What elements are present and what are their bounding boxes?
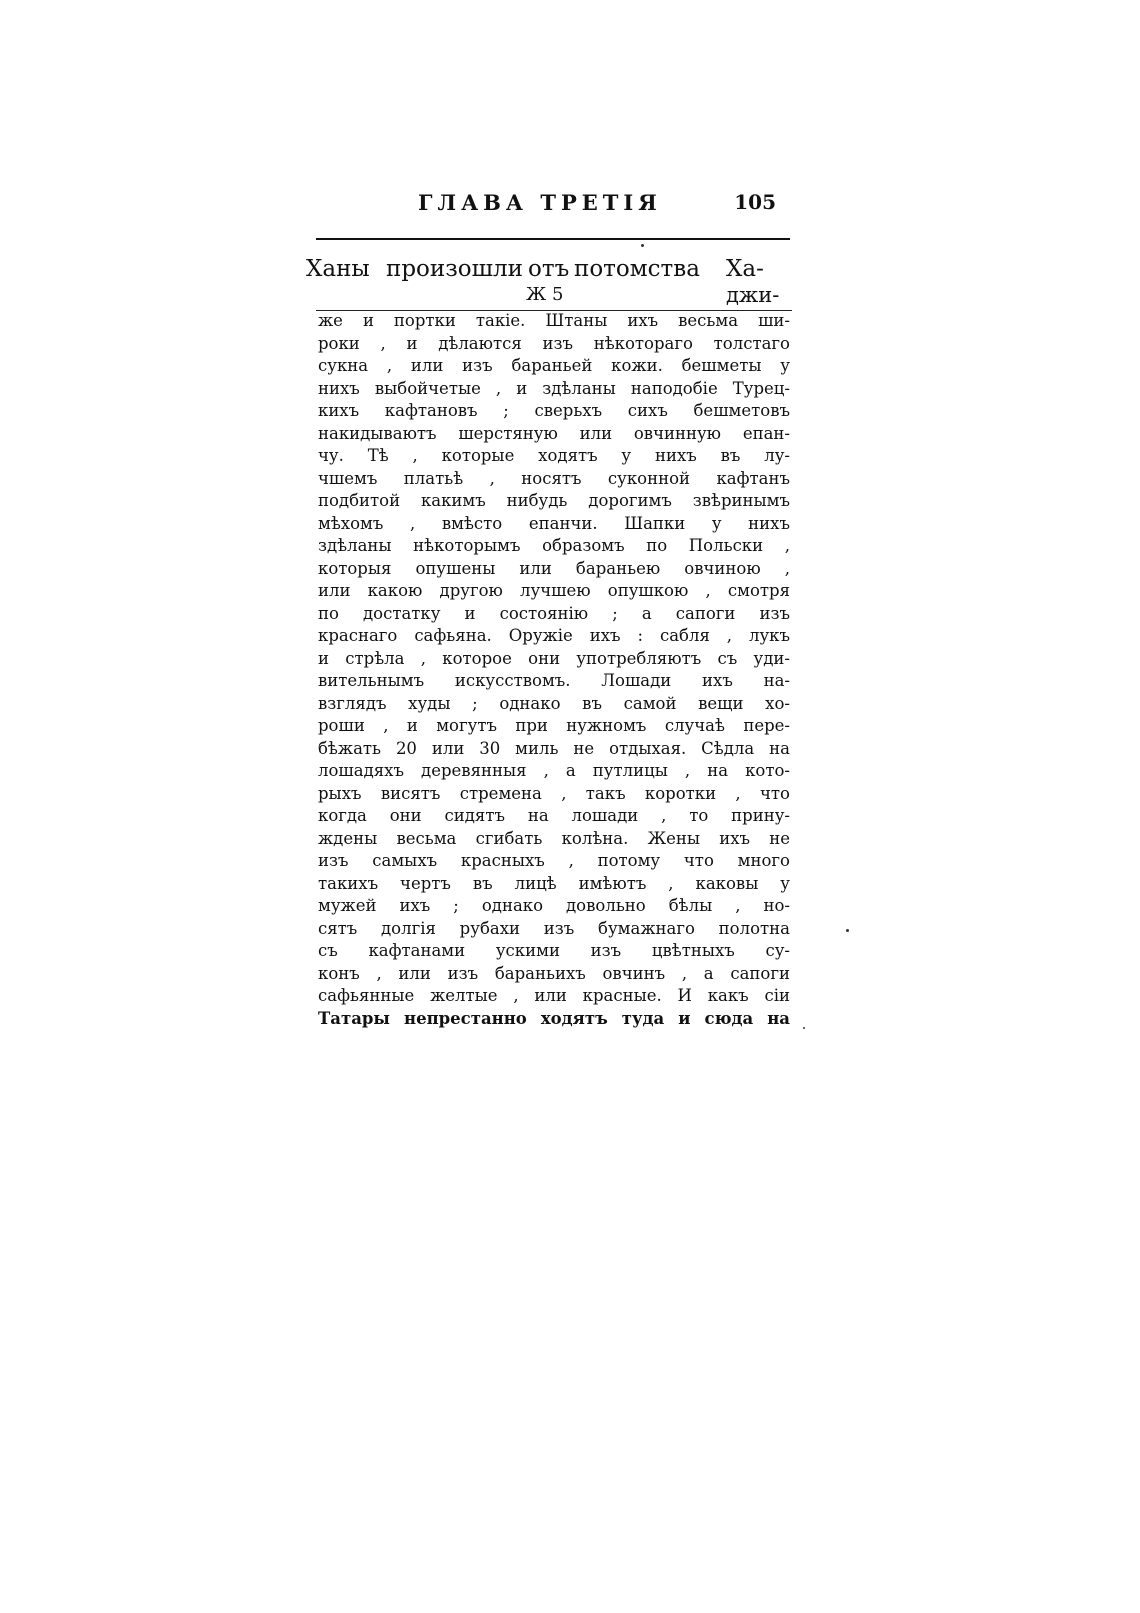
header-rule <box>316 238 790 240</box>
text-line: ждены весьма сгибать колѣна. Жены ихъ не <box>318 828 790 848</box>
text-line: роши , и могутъ при нужномъ случаѣ пере- <box>318 716 790 735</box>
text-line: взглядъ худы ; однако въ самой вещи хо- <box>318 693 790 713</box>
text-line: такихъ чертъ въ лицѣ имѣютъ , каковы у <box>318 873 790 893</box>
text-line: накидываютъ шерстяную или овчинную епан- <box>318 423 790 443</box>
body-text <box>318 310 790 1030</box>
text-line: краснаго сафьяна. Оружіе ихъ : сабля , лукъ <box>318 626 790 645</box>
text-line: мужей ихъ ; однако довольно бѣлы , но- <box>318 896 790 915</box>
text-line: чу. Тѣ , которые ходятъ у нихъ въ лу- <box>318 446 790 465</box>
text-line: роки , и дѣлаются изъ нѣкотораго толстаго <box>318 333 790 353</box>
chapter-title: ГЛАВА ТРЕТІЯ <box>418 190 662 215</box>
catchline-word: отъ <box>528 256 570 282</box>
catchline-word: Ханы <box>306 256 370 282</box>
text-line: или какою другою лучшею опушкою , смотря <box>318 581 790 600</box>
text-line: подбитой какимъ нибудь дорогимъ звѣринымъ <box>318 491 790 510</box>
text-line: по достатку и состоянію ; а сапоги изъ <box>318 603 790 623</box>
catchline-word: Ха- <box>726 256 764 282</box>
ink-speck <box>641 244 644 247</box>
text-line: и стрѣла , которое они употребляютъ съ уди- <box>318 648 790 668</box>
ink-speck <box>846 929 849 932</box>
text-line: конъ , или изъ бараньихъ овчинъ , а сапоги <box>318 963 790 983</box>
ink-speck <box>803 1027 805 1029</box>
text-line: мѣхомъ , вмѣсто епанчи. Шапки у нихъ <box>318 513 790 533</box>
text-line: сафьянные желтые , или красные. И какъ сіи <box>318 986 790 1005</box>
text-line: вительнымъ искусствомъ. Лошади ихъ на- <box>318 671 790 690</box>
text-line: съ кафтанами ускими изъ цвѣтныхъ су- <box>318 941 790 960</box>
text-line: здѣланы нѣкоторымъ образомъ по Польски , <box>318 536 790 555</box>
text-line: нихъ выбойчетые , и здѣланы наподобіе Турец- <box>318 378 790 398</box>
signature-mark: Ж 5 <box>526 284 564 305</box>
catchline-word: потомства <box>574 256 700 282</box>
text-line: чшемъ платьѣ , носятъ суконной кафтанъ <box>318 468 790 488</box>
catchline-word: произошли <box>386 256 523 282</box>
catch-word: джи- <box>726 283 780 307</box>
text-line: которыя опушены или бараньею овчиною , <box>318 558 790 578</box>
text-line: когда они сидятъ на лошади , то прину- <box>318 806 790 825</box>
text-line: бѣжать 20 или 30 миль не отдыхая. Сѣдла на <box>318 738 790 758</box>
text-line: сятъ долгія рубахи изъ бумажнаго полотна <box>318 918 790 938</box>
text-line: сукна , или изъ бараньей кожи. бешметы у <box>318 356 790 375</box>
text-line: кихъ кафтановъ ; сверьхъ сихъ бешметовъ <box>318 401 790 420</box>
text-line: же и портки такіе. Штаны ихъ весьма ши- <box>318 311 790 330</box>
text-line: лошадяхъ деревянныя , а путлицы , на кото- <box>318 761 790 780</box>
text-line: изъ самыхъ красныхъ , потому что много <box>318 851 790 870</box>
running-head <box>300 186 790 222</box>
text-line: Татары непрестанно ходятъ туда и сюда на <box>318 1008 790 1028</box>
page-number: 105 <box>734 190 776 214</box>
text-line: рыхъ висятъ стремена , такъ коротки , что <box>318 783 790 803</box>
